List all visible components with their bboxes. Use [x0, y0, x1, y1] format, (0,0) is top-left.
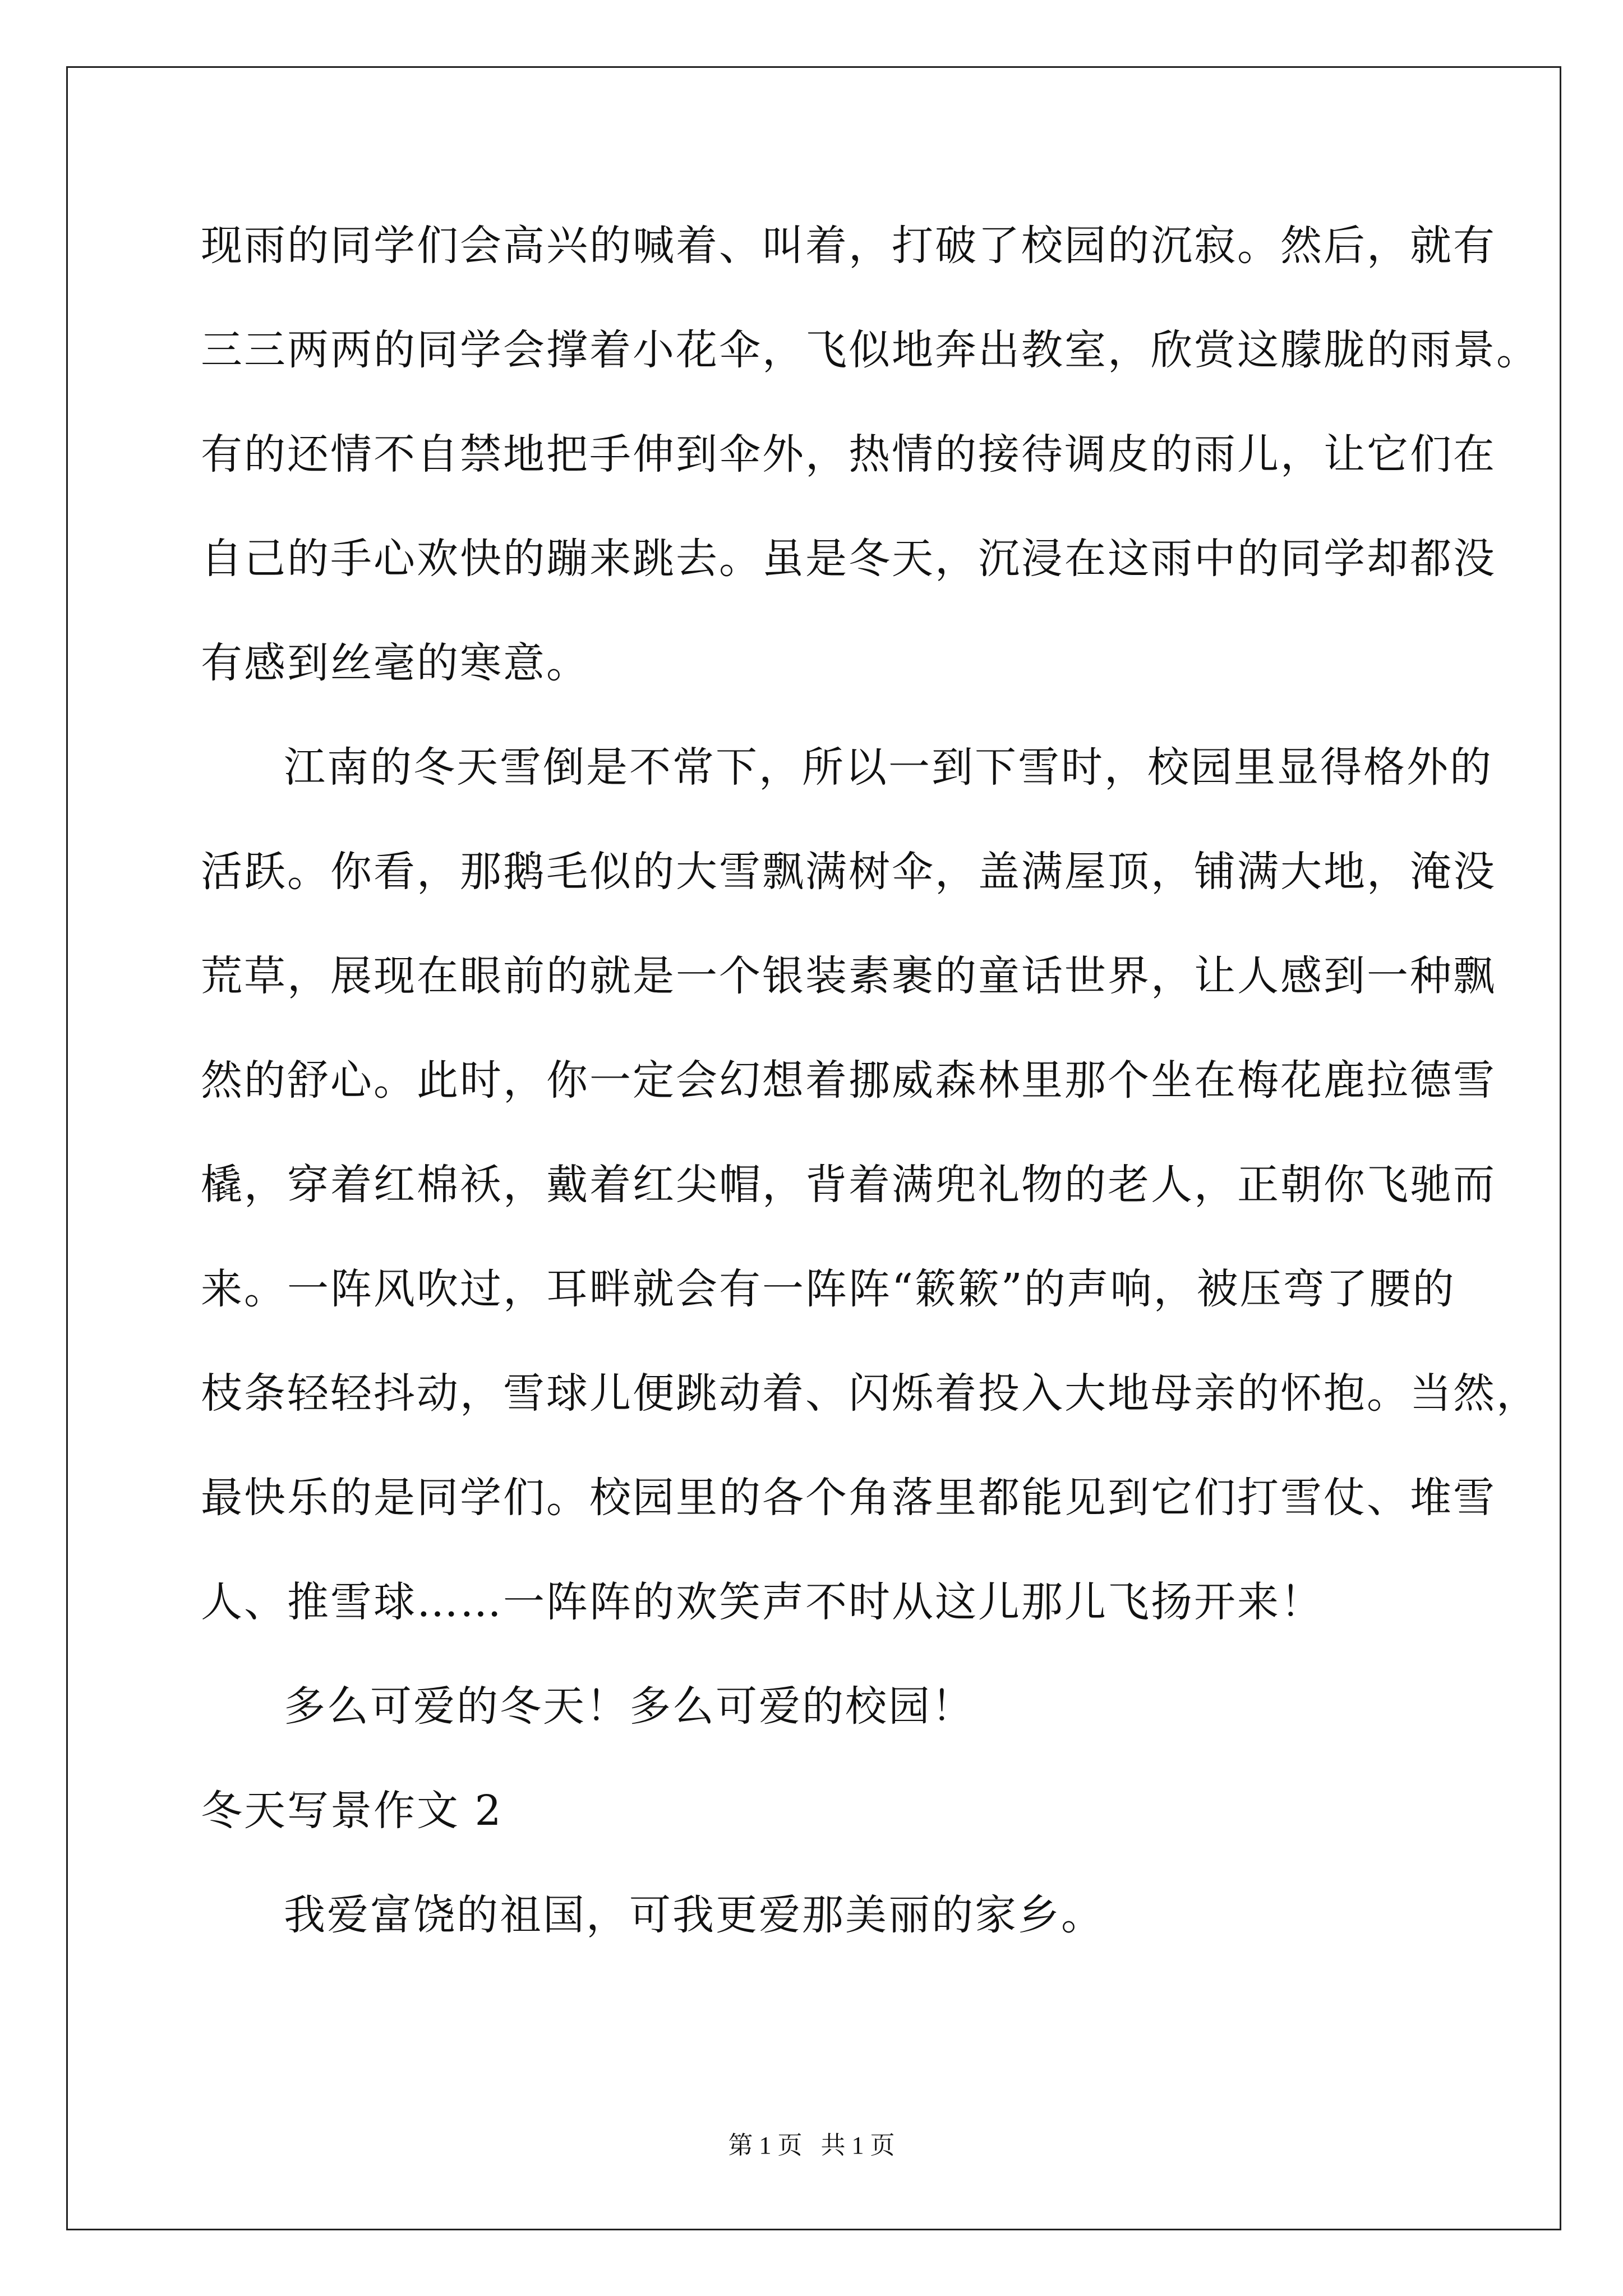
text-line: 来。一阵风吹过，耳畔就会有一阵阵“簌簌”的声响，被压弯了腰的 — [201, 1265, 1456, 1313]
text-line: 现雨的同学们会高兴的喊着、叫着，打破了校园的沉寂。然后，就有 — [201, 222, 1496, 270]
text-line: 然的舒心。此时，你一定会幻想着挪威森林里那个坐在梅花鹿拉德雪 — [201, 1056, 1496, 1105]
text-line: 最快乐的是同学们。校园里的各个角落里都能见到它们打雪仗、堆雪 — [201, 1474, 1496, 1522]
text-line: 有感到丝毫的寒意。 — [201, 639, 589, 687]
text-line: 自己的手心欢快的蹦来跳去。虽是冬天，沉浸在这雨中的同学却都没 — [201, 535, 1496, 583]
paragraph-start: 江南的冬天雪倒是不常下，所以一到下雪时，校园里显得格外的 — [284, 743, 1493, 792]
section-heading: 冬天写景作文 2 — [201, 1787, 503, 1835]
text-line: 有的还情不自禁地把手伸到伞外，热情的接待调皮的雨儿，让它们在 — [201, 430, 1496, 478]
text-line: 枝条轻轻抖动，雪球儿便跳动着、闪烁着投入大地母亲的怀抱。当然， — [201, 1369, 1539, 1418]
text-line: 人、推雪球……一阵阵的欢笑声不时从这儿那儿飞扬开来！ — [201, 1578, 1324, 1626]
paragraph-start: 我爱富饶的祖国，可我更爱那美丽的家乡。 — [284, 1891, 1104, 1939]
text-line: 活跃。你看，那鹅毛似的大雪飘满树伞，盖满屋顶，铺满大地，淹没 — [201, 848, 1496, 896]
text-line: 橇，穿着红棉袄，戴着红尖帽，背着满兜礼物的老人，正朝你飞驰而 — [201, 1161, 1496, 1209]
text-line: 荒草，展现在眼前的就是一个银装素裹的童话世界，让人感到一种飘 — [201, 952, 1496, 1000]
paragraph-start: 多么可爱的冬天！多么可爱的校园！ — [284, 1682, 975, 1731]
page-footer: 第 1 页 共 1 页 — [728, 2132, 895, 2159]
text-line: 三三两两的同学会撑着小花伞，飞似地奔出教室，欣赏这朦胧的雨景。 — [201, 326, 1539, 374]
